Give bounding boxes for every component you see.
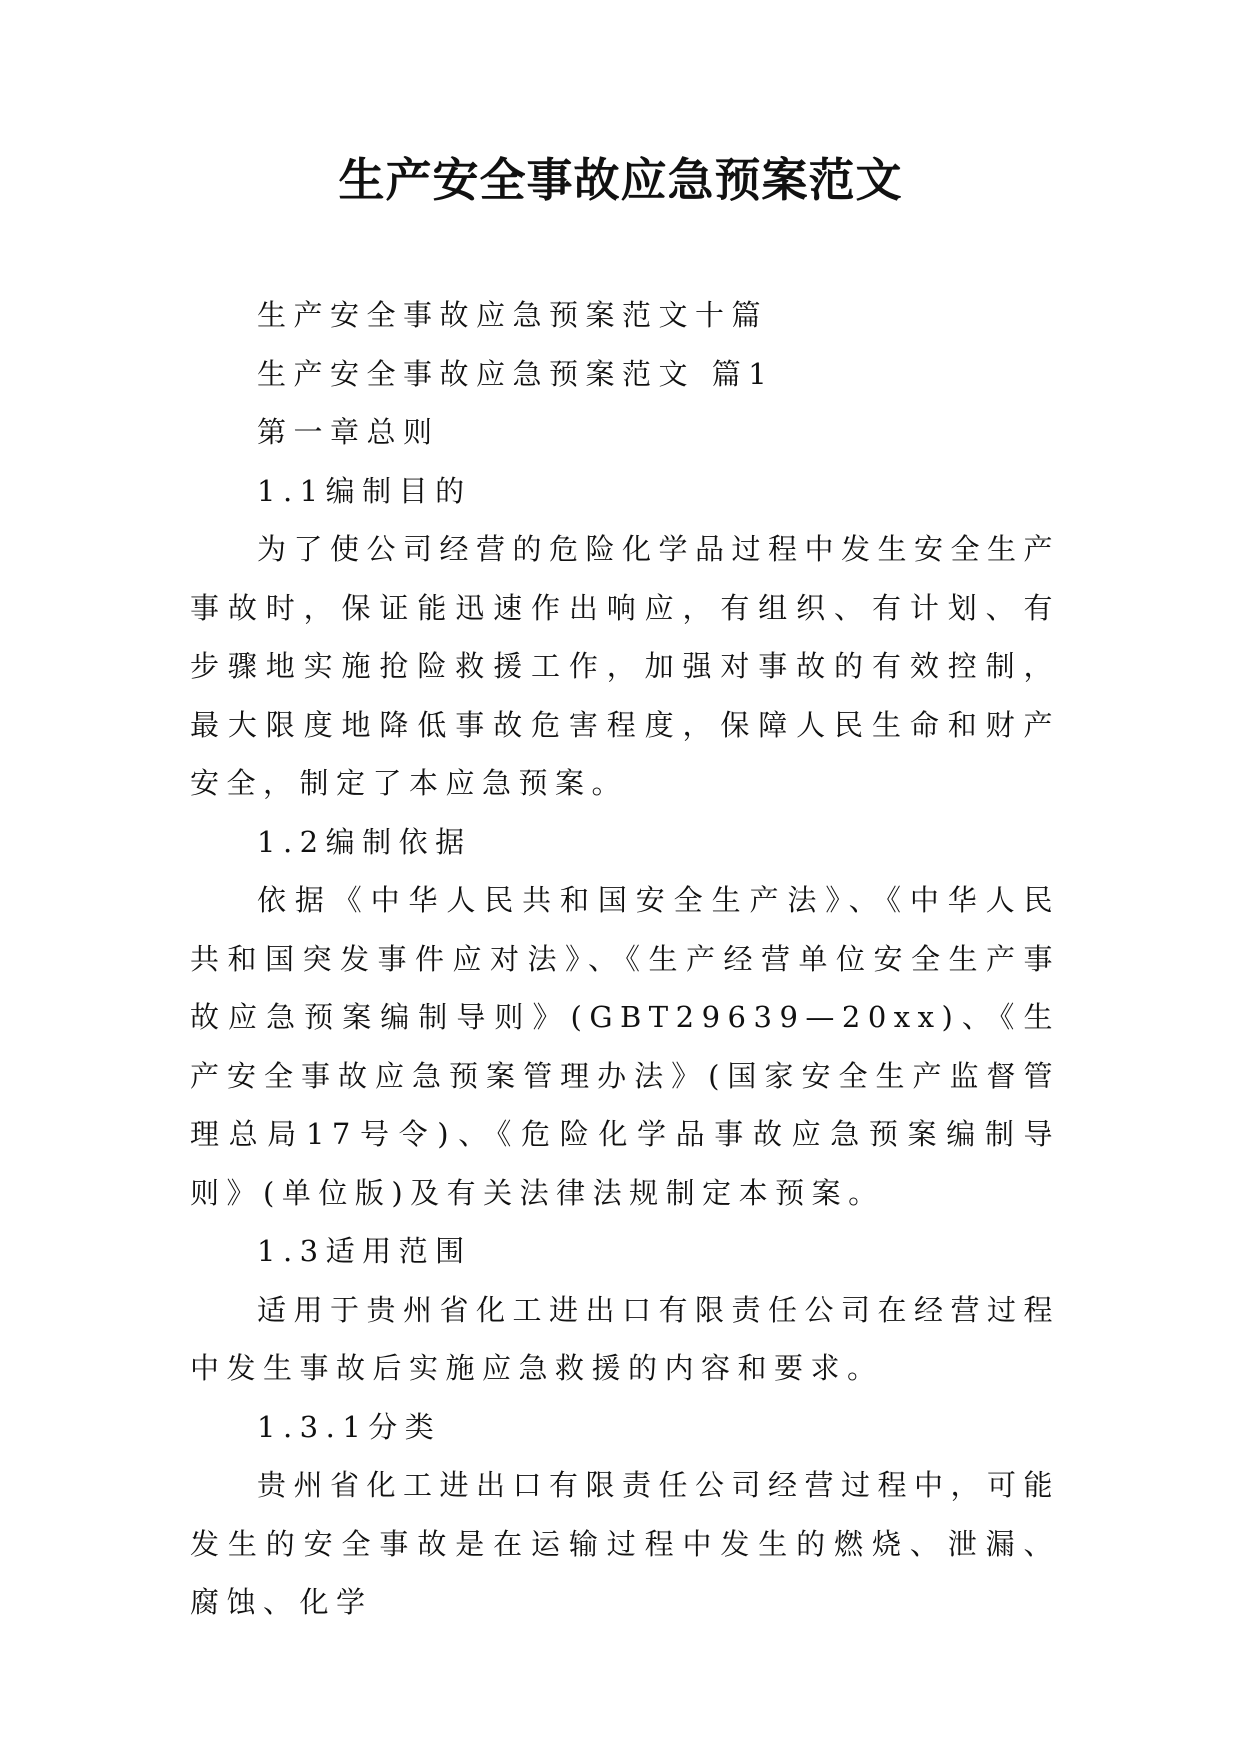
- body-paragraph: 适用于贵州省化工进出口有限责任公司在经营过程中发生事故后实施应急救援的内容和要求。: [190, 1292, 1061, 1385]
- section-heading: 1.2编制依据: [257, 824, 472, 859]
- section-heading: 1.1编制目的: [257, 473, 472, 508]
- body-paragraph: 依据《中华人民共和国安全生产法》、《中华人民共和国突发事件应对法》、《生产经营单位安全生产事故应急预案编制导则》(GBT29639—20xx)、《生产安全事故应急预案管理办法》(国家安全生产监督管理总局17号令)、《危险化学品事故应急预案编制导则》(单位版)及有关法律法规制定本预案。: [190, 883, 1060, 1210]
- chapter-heading: 第一章总则: [257, 415, 440, 449]
- section-heading: 1.3适用范围: [257, 1234, 472, 1268]
- document-body: [190, 286, 1060, 1632]
- document-title: 生产安全事故应急预案范文: [338, 153, 903, 207]
- body-paragraph: 为了使公司经营的危险化学品过程中发生安全生产事故时，保证能迅速作出响应，有组织、有计划、有步骤地实施抢险救援工作，加强对事故的有效控制，最大限度地降低事故危害程度，保障人民生命和财产安全，制定了本应急预案。: [190, 532, 1061, 800]
- section-heading: 生产安全事故应急预案范文 篇1: [257, 356, 775, 391]
- section-heading: 1.3.1分类: [257, 1409, 442, 1444]
- subtitle-paragraph: 生产安全事故应急预案范文十篇: [257, 298, 769, 332]
- body-paragraph: 贵州省化工进出口有限责任公司经营过程中，可能发生的安全事故是在运输过程中发生的燃烧、泄漏、腐蚀、化学: [190, 1468, 1061, 1619]
